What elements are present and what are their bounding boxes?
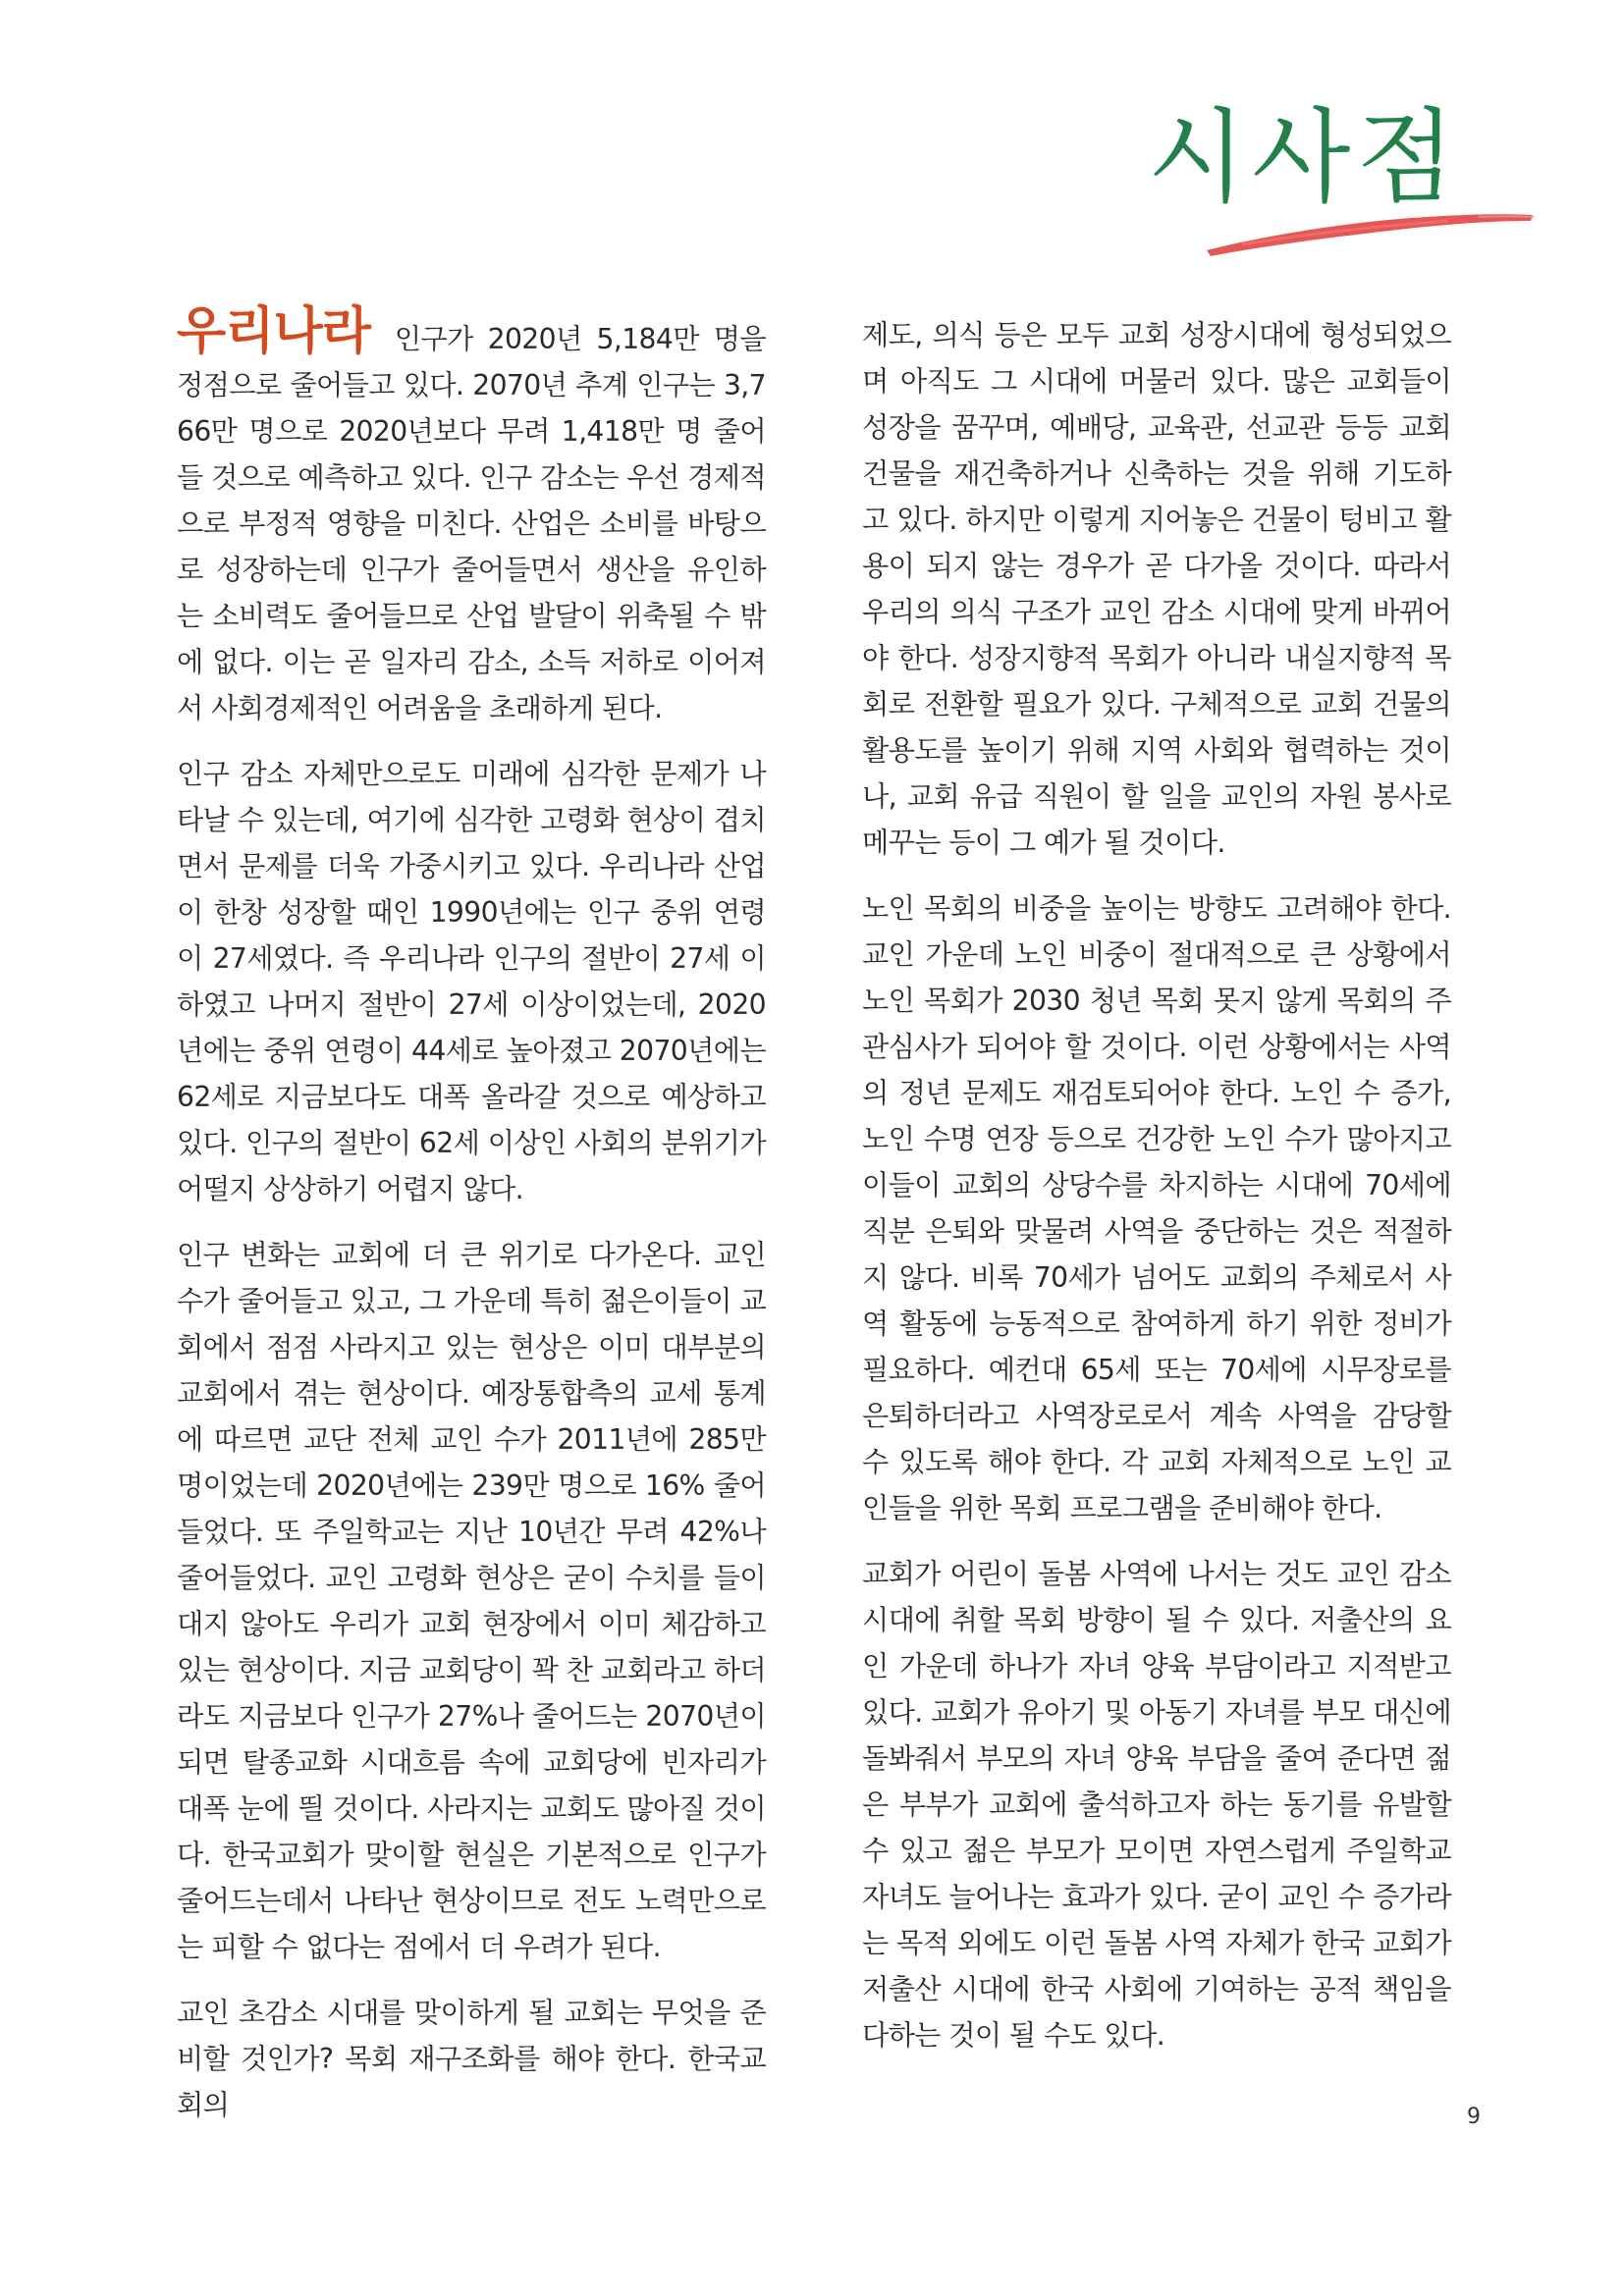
right-paragraph-2: 노인 목회의 비중을 높이는 방향도 고려해야 한다. 교인 가운데 노인 비중이 절대적으로 큰 상황에서 노인 목회가 2030 청년 목회 못지 않게 목회의 주 관심사가 되어야 할 것이다. 이런 상황에서는 사역의 정년 문제도 재검토되어야 한다. 노인 수 증가, 노인 수명 연장 등으로 건강한 노인 수가 많아지고 이들이 교회의 상당수를 차지하는 시대에 70세에 직분 은퇴와 맞물려 사역을 중단하는 것은 적절하지 않다. 비록 70세가 넘어도 교회의 주체로서 사역 활동에 능동적으로 참여하게 하기 위한 정비가 필요하다. 예컨대 65세 또는 70세에 시무장로를 은퇴하더라고 사역장로로서 계속 사역을 감당할 수 있도록 해야 한다. 각 교회 자체적으로 노인 교인들을 위한 목회 프로그램을 준비해야 한다. [862, 892, 1451, 1524]
section-title: 시사점 [1147, 97, 1461, 217]
article-left-column [177, 302, 766, 2148]
red-brush-stroke-decoration [1203, 201, 1537, 260]
left-paragraph-1 [177, 302, 766, 731]
left-paragraph-1-text: 인구가 2020년 5,184만 명을 정점으로 줄어들고 있다. 2070년 추계 인구는 3,766만 명으로 2020년보다 무려 1,418만 명 줄어들 것으로 예측하고 있다. 인구 감소는 우선 경제적으로 부정적 영향을 미친다. 산업은 소비를 바탕으로 성장하는데 인구가 줄어들면서 생산을 유인하는 소비력도 줄어들므로 산업 발달이 위축될 수 밖에 없다. 이는 곧 일자리 감소, 소득 저하로 이어져서 사회경제적인 어려움을 초래하게 된다. [177, 323, 766, 724]
lead-word: 우리나라 [177, 302, 370, 361]
left-paragraph-4: 교인 초감소 시대를 맞이하게 될 교회는 무엇을 준비할 것인가? 목회 재구조화를 해야 한다. 한국교회의 [177, 1997, 766, 2121]
right-paragraph-3: 교회가 어린이 돌봄 사역에 나서는 것도 교인 감소 시대에 취할 목회 방향이 될 수 있다. 저출산의 요인 가운데 하나가 자녀 양육 부담이라고 지적받고 있다. 교회가 유아기 및 아동기 자녀를 부모 대신에 돌봐줘서 부모의 자녀 양육 부담을 줄여 준다면 젊은 부부가 교회에 출석하고자 하는 동기를 유발할 수 있고 젊은 부모가 모이면 자연스럽게 주일학교 자녀도 늘어나는 효과가 있다. 굳이 교인 수 증가라는 목적 외에도 이런 돌봄 사역 자체가 한국 교회가 저출산 시대에 한국 사회에 기여하는 공적 책임을 다하는 것이 될 수도 있다. [862, 1558, 1451, 2052]
left-paragraph-3: 인구 변화는 교회에 더 큰 위기로 다가온다. 교인 수가 줄어들고 있고, 그 가운데 특히 젊은이들이 교회에서 점점 사라지고 있는 현상은 이미 대부분의 교회에서 겪는 현상이다. 예장통합측의 교세 통계에 따르면 교단 전체 교인 수가 2011년에 285만 명이었는데 2020년에는 239만 명으로 16% 줄어들었다. 또 주일학교는 지난 10년간 무려 42%나 줄어들었다. 교인 고령화 현상은 굳이 수치를 들이대지 않아도 우리가 교회 현장에서 이미 체감하고 있는 현상이다. 지금 교회당이 꽉 찬 교회라고 하더라도 지금보다 인구가 27%나 줄어드는 2070년이 되면 탈종교화 시대흐름 속에 교회당에 빈자리가 대폭 눈에 띌 것이다. 사라지는 교회도 많아질 것이다. 한국교회가 맞이할 현실은 기본적으로 인구가 줄어드는데서 나타난 현상이므로 전도 노력만으로는 피할 수 없다는 점에서 더 우려가 된다. [177, 1239, 766, 1963]
right-paragraph-1: 제도, 의식 등은 모두 교회 성장시대에 형성되었으며 아직도 그 시대에 머물러 있다. 많은 교회들이 성장을 꿈꾸며, 예배당, 교육관, 선교관 등등 교회 건물을 재건축하거나 신축하는 것을 위해 기도하고 있다. 하지만 이렇게 지어놓은 건물이 텅비고 활용이 되지 않는 경우가 곧 다가올 것이다. 따라서 우리의 의식 구조가 교인 감소 시대에 맞게 바뀌어야 한다. 성장지향적 목회가 아니라 내실지향적 목회로 전환할 필요가 있다. 구체적으로 교회 건물의 활용도를 높이기 위해 지역 사회와 협력하는 것이나, 교회 유급 직원이 할 일을 교인의 자원 봉사로 메꾸는 등이 그 예가 될 것이다. [862, 319, 1451, 859]
page-number: 9 [1467, 2105, 1481, 2129]
left-paragraph-2: 인구 감소 자체만으로도 미래에 심각한 문제가 나타날 수 있는데, 여기에 심각한 고령화 현상이 겹치면서 문제를 더욱 가중시키고 있다. 우리나라 산업이 한창 성장할 때인 1990년에는 인구 중위 연령이 27세였다. 즉 우리나라 인구의 절반이 27세 이하였고 나머지 절반이 27세 이상이었는데, 2020년에는 중위 연령이 44세로 높아졌고 2070년에는 62세로 지금보다도 대폭 올라갈 것으로 예상하고 있다. 인구의 절반이 62세 이상인 사회의 분위기가 어떨지 상상하기 어렵지 않다. [177, 758, 766, 1205]
article-right-column [862, 312, 1451, 2078]
brush-stroke-main [1207, 214, 1533, 256]
brush-stroke-tail [1478, 216, 1535, 217]
